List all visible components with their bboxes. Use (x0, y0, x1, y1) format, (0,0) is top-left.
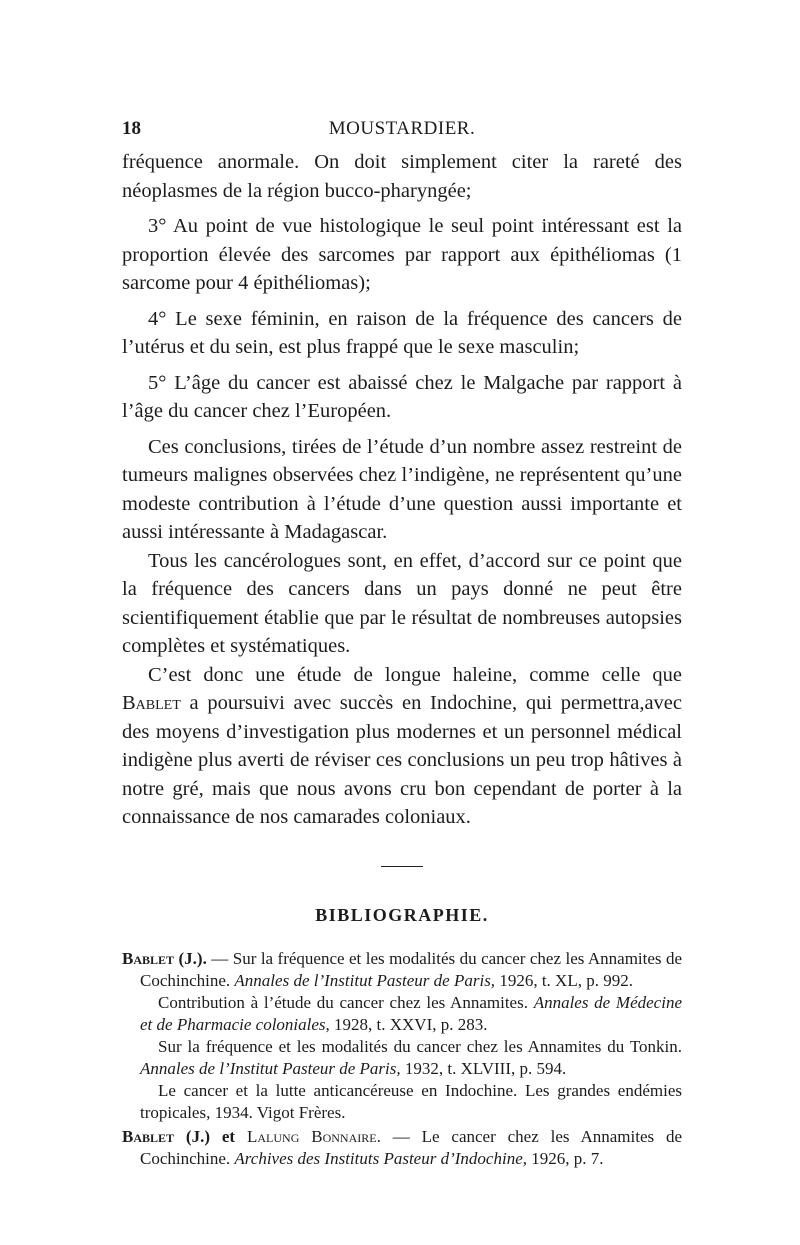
bib-entry-1 (122, 948, 682, 992)
bib-initial: (J.) et (185, 1126, 236, 1146)
bib-entry-4: Le cancer et la lutte anticancéreuse en Indochine. Les grandes endémies tropicales, 1934. Vigot Frères. (140, 1080, 682, 1122)
paragraph-4: 5° L’âge du cancer est abaissé chez le Malgache par rapport à l’âge du cancer chez l’Européen. (122, 371, 682, 422)
paragraph-7 (122, 661, 682, 832)
author-name-bablet: Bablet (122, 692, 181, 714)
paragraph-2: 3° Au point de vue histologique le seul point intéressant est la proportion élevée des sarcomes par rapport aux épithéliomas (1 sarcome pour 4 épithéliomas); (122, 215, 682, 294)
bib-ref: 1932, t. XLVIII, p. 594. (404, 1058, 567, 1078)
running-title: MOUSTARDIER. (328, 118, 476, 139)
running-header (122, 116, 682, 148)
page-number: 18 (122, 118, 141, 139)
bib-initial: (J.). (178, 948, 207, 968)
paragraph-5: Ces conclusions, tirées de l’étude d’un nombre assez restreint de tumeurs malignes observées chez l’indigène, ne représentent qu’une modeste contribution à l’étude d’une question aussi importante et aussi intéressante à Madagascar. (122, 435, 682, 543)
bib-entry-5 (122, 1126, 682, 1170)
bib-entry-2 (122, 992, 682, 1036)
bib-text: — Sur la fréquence et les modalités du cancer chez les Annamites de Cochinchine. (140, 948, 683, 990)
page (122, 116, 682, 1170)
paragraph-7-rest: a poursuivi avec succès en Indochine, qui permettra,avec des moyens d’investigation plus modernes et un personnel médical indigène plus averti de réviser ces conclusions un peu trop hâtives à notre gré, mais que nous avons cru bon cependant de porter à la connaissance de nos camarades coloniaux. (122, 692, 683, 828)
bib-journal: Archives des Instituts Pasteur d’Indochine, (234, 1148, 527, 1168)
bib-text: Contribution à l’étude du cancer chez les Annamites. (158, 992, 528, 1012)
bibliography-list (122, 948, 682, 1170)
paragraph-7-lead: C’est donc une étude de longue haleine, comme celle que (148, 663, 682, 686)
bib-text: Sur la fréquence et les modalités du cancer chez les Annamites du Tonkin. (158, 1036, 682, 1056)
paragraph-1: fréquence anormale. On doit simplement citer la rareté des néoplasmes de la région bucco-pharyngée; (122, 151, 682, 202)
bib-author: Bablet (122, 948, 175, 968)
bib-ref: 1928, t. XXVI, p. 283. (334, 1014, 488, 1034)
section-divider (381, 866, 423, 867)
bib-ref: 1926, t. XL, p. 992. (499, 970, 633, 990)
bib-journal: Annales de Médecine et de Pharmacie coloniales, (140, 992, 682, 1034)
bib-text: — Le cancer chez les Annamites de Cochinchine. (140, 1126, 683, 1168)
bib-author: Bablet (122, 1126, 175, 1146)
paragraph-3: 4° Le sexe féminin, en raison de la fréquence des cancers de l’utérus et du sein, est plus frappé que le sexe masculin; (122, 307, 682, 358)
bib-ref: 1926, p. 7. (531, 1148, 604, 1168)
paragraph-6: Tous les cancérologues sont, en effet, d’accord sur ce point que la fréquence des cancers dans un pays donné ne peut être scientifiquement établie que par le résultat de nombreuses autopsies complètes et systématiques. (122, 549, 682, 657)
bib-journal: Annales de l’Institut Pasteur de Paris, (234, 970, 496, 990)
bib-journal: Annales de l’Institut Pasteur de Paris, (140, 1058, 401, 1078)
bib-coauthor: Lalung Bonnaire. (246, 1126, 381, 1146)
bibliography-title: BIBLIOGRAPHIE. (315, 904, 489, 925)
bib-entry-3 (122, 1036, 682, 1080)
